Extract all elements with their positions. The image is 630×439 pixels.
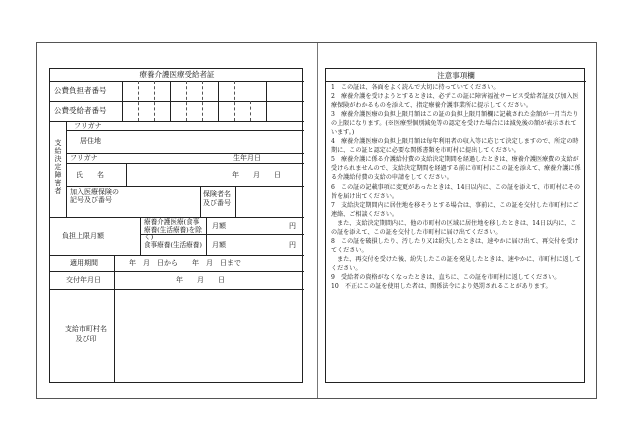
public-recipient-number-label: 公費受給者番号	[54, 106, 107, 115]
note-item: 4 療養介護医療の負担上限月額は毎年利用者の収入等に応じて決定しますので、所定の時期に、この証と認定に必要な関係書類を市町村に提出してください。	[331, 138, 579, 155]
limit-label: 負担上限月額	[62, 232, 104, 240]
certificate-form	[49, 68, 303, 383]
furigana-label-2: フリガナ	[70, 154, 98, 162]
address-label: 居住地	[80, 137, 101, 145]
insurance-label: 加入医療保険の記号及び番号	[70, 188, 119, 204]
note-item: また、支給決定期間内に、他の市町村の区域に居住地を移したときは、14日以内に、この証を添えて、この証を交付した市町村に届け出てください。	[331, 219, 577, 236]
fold-line	[317, 43, 318, 398]
meal-label: 食事療養(生活療養)	[144, 241, 202, 249]
municipality-label: 支給市町村名及び印	[65, 325, 107, 343]
note-item: 8 この証を破損したり、汚したり又は紛失したときは、速やかに届け出て、再交付を受けてください。	[331, 237, 579, 254]
certificate-sheet	[36, 42, 597, 399]
medical-yen-label: 円	[289, 222, 296, 230]
medical-label: 療養介護医療(食事療養(生活療養)を除く)	[144, 218, 202, 241]
furigana-label: フリガナ	[74, 122, 102, 130]
period-value: 年 月 日から 年 月 日まで	[129, 259, 241, 267]
notes-list	[331, 83, 582, 291]
medical-monthly-label: 月額	[212, 222, 226, 230]
issue-date-value: 年 月 日	[176, 276, 225, 284]
period-label: 適用期間	[70, 259, 98, 267]
meal-monthly-label: 月額	[212, 241, 226, 249]
note-item: 5 療養介護に係る介護給付費の支給決定期間を経過したときは、療養介護医療費の支給が受けられませんので、支給決定期間を経過する前に市町村にこの証を添えて、療養介護に係る介護給付費の支給の申請をしてください。	[331, 156, 581, 182]
notes-panel	[325, 68, 585, 383]
note-item: 7 支給決定期間内に居住地を移そうとする場合は、事前に、この証を交付した市町村にご連絡、ご相談ください。	[331, 201, 579, 218]
note-item: 9 受給者の資格がなくなったときは、直ちに、この証を市町村に返してください。	[331, 273, 561, 281]
meal-yen-label: 円	[289, 241, 296, 249]
note-item: 3 療養介護医療の負担上限月額はこの証の負担上限月額欄に記載された金額が一月当たりの上限になります。(※医療型個別減免等の認定を受けた場合には減免後の額が表示されています。)	[331, 111, 579, 137]
note-item: また、再交付を受けた後、紛失したこの証を発見したときは、速やかに、市町村に返してください。	[331, 255, 581, 272]
birthdate-value: 年 月 日	[232, 171, 281, 179]
recipient-group-label: 支給決定障害者	[54, 139, 62, 195]
public-payer-number-label: 公費負担者番号	[54, 86, 107, 95]
notes-title: 注意事項欄	[437, 71, 475, 80]
note-item: 2 療養介護を受けようとするときは、必ずこの証に障害福祉サービス受給者証及び加入医療保険がわかるものを添えて、指定療養介護事業所に提示してください。	[331, 93, 579, 110]
birthdate-label: 生年月日	[233, 154, 261, 162]
note-item: 10 不正にこの証を使用した者は、関係法令により処罰されることがあります。	[331, 283, 552, 291]
insurer-number-label: 保険者名及び番号	[203, 190, 231, 207]
note-item: 1 この証は、各面をよく読んで大切に持っていてください。	[331, 84, 500, 91]
form-title: 療養介護医療受給者証	[139, 70, 215, 79]
name-label: 氏 名	[76, 171, 104, 179]
note-item: 6 この証の記載事項に変更があったときは、14日以内に、この証を添えて、市町村にその旨を届け出てください。	[331, 183, 581, 200]
issue-date-label: 交付年月日	[66, 276, 101, 284]
